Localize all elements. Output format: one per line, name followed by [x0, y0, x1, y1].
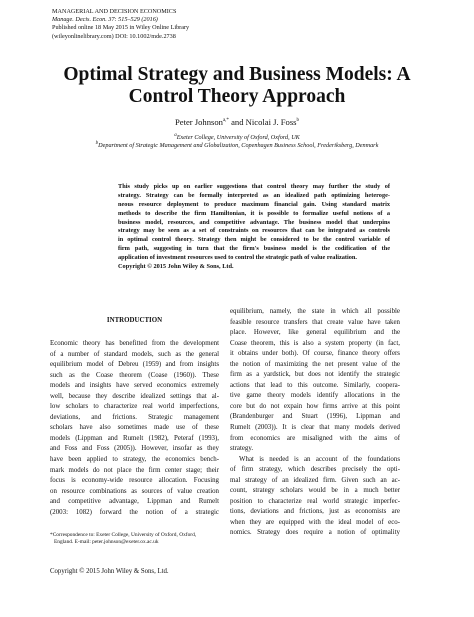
intro-left-line: and Foss and Foss (2005)). However, insofar as they [50, 445, 219, 453]
intro-left-line: such as the Coase theorem (Coase (1960)). These [50, 371, 219, 379]
abstract-line: This study picks up on earlier suggestions that control theory may further the study of [118, 183, 390, 190]
abstract-line: methods to describe the firm Hamiltonian, it is possible to formalize useful notions of a [118, 209, 390, 217]
intro-right-line: strategy. [230, 445, 254, 453]
intro-right-line: Rumelt (2003)). It is clear that many models derived [230, 424, 400, 432]
abstract-line: strategy may be seen as a set of constraints on resources that can be integrated as controls [118, 227, 390, 235]
affiliation-b-marker: b [95, 140, 99, 146]
introduction-heading: INTRODUCTION [106, 317, 163, 324]
title-line-1: Optimal Strategy and Business Models: A [63, 64, 411, 85]
body-column-left [50, 339, 219, 518]
intro-right-line: count, strategy scholars would be in a much better [230, 487, 400, 495]
intro-right-line: tions, deviations and frictions, just as economists are [230, 508, 400, 516]
affiliation-a-text: Exeter College, University of Oxford, Oxford, UK [176, 134, 300, 141]
footnote-line-2: England. E-mail: peter.johnson@exeter.ox.ac.uk [54, 539, 159, 545]
abstract-line: in optimal control theory. Strategy then might be considered to be the control variable of [118, 236, 390, 244]
intro-left-line: deviations, and frictions. Strategic management [50, 413, 219, 421]
intro-left-line: on resource combinations as sources of value creation [50, 487, 219, 495]
intro-right-line: position to characterize real world strategic imperfec- [230, 497, 400, 505]
abstract-line: strategy. Strategy can be formally interpreted as an idealized path optimizing heteroge- [118, 191, 390, 199]
intro-right-line: What is needed is an account of the foundations [239, 455, 400, 463]
intro-left-line: scholars have also sometimes made use of these [50, 424, 219, 432]
journal-header [52, 8, 189, 41]
paper-title [20, 64, 454, 108]
intro-right-line: tive game theory models identify allocations in the [230, 392, 400, 400]
publication-info: Published online 18 May 2015 in Wiley Online Library [52, 24, 190, 32]
intro-left-line: models (Lippman and Rumelt (1982), Peteraf (1993), [50, 434, 219, 442]
intro-right-line: the notion of maximizing the net present value of the [230, 360, 400, 368]
intro-right-line: nomics. Strategy does require a notion of optimality [230, 529, 400, 537]
intro-right-line: (Brandenburger and Stuart (1996), Lippman and [230, 413, 400, 421]
intro-left-line: models and insights have served economics extremely [50, 382, 219, 390]
intro-right-line: when they are equipped with the ideal model of eco- [230, 518, 400, 526]
doi: (wileyonlinelibrary.com) DOI: 10.1002/mde.2738 [52, 32, 176, 40]
author-2-affil-marker: b [296, 118, 300, 124]
abstract [118, 183, 390, 272]
intro-left-line: focus is economy-wide resource allocation. Focusing [50, 477, 219, 485]
intro-left-line: of a number of standard models, such as the general [50, 350, 219, 358]
abstract-line: firm path, suggesting in turn that the firm's business model is the codification of the [118, 245, 390, 253]
intro-left-line: have been applied to strategy, the economics bench- [50, 456, 219, 464]
author-1: Peter Johnson [174, 117, 223, 127]
author-joiner: and [228, 117, 246, 127]
intro-right-line: actions that lead to this outcome. Similarly, coopera- [230, 381, 400, 389]
intro-left-line: well, because they describe idealized settings that al- [50, 392, 219, 400]
intro-left-line: (2003: 1082) forward the notion of a strategic [50, 508, 219, 516]
intro-right-line: firm as a yardstick, but does not identify the strategic [230, 371, 400, 379]
affiliation-b-text: Department of Strategic Management and Globalization, Copenhagen Business School, Frederiksberg, Denmark [98, 142, 379, 149]
intro-right-line: place. However, like general equilibrium and the [230, 329, 400, 337]
intro-right-line: mal strategy of an idealized firm. Given such an ac- [230, 476, 400, 484]
intro-right-line: Coase theorem, this is also a system property (in fact, [230, 339, 400, 347]
intro-right-line: it obtains under both). Of course, finance theory offers [230, 350, 400, 358]
intro-left-line: equilibrium model of Debreu (1959) and from insights [50, 361, 219, 369]
citation: Manage. Decis. Econ. 37: 515–529 (2016) [52, 16, 158, 24]
intro-left-line: Economic theory has benefitted from the development [50, 340, 219, 347]
author-1-affil-marker: a,* [222, 118, 229, 124]
intro-right-line: core but do not expain how firms arrive at this point [230, 402, 400, 410]
affiliation-a-marker: a [174, 132, 177, 138]
title-line-2: Control Theory Approach [128, 86, 346, 107]
correspondence-footnote [50, 532, 230, 546]
copyright-notice: Copyright © 2015 John Wiley & Sons, Ltd. [50, 568, 169, 575]
abstract-line: Copyright © 2015 John Wiley & Sons, Ltd. [118, 263, 234, 271]
journal-name: MANAGERIAL AND DECISION ECONOMICS [52, 8, 177, 15]
intro-left-line: mark models do not place the firm center stage; their [50, 466, 219, 474]
intro-right-line: of firm strategy, which describes precisely the opti- [230, 466, 400, 474]
author-2: Nicolai J. Foss [245, 117, 297, 127]
body-column-right [230, 307, 400, 539]
author-line [0, 117, 474, 127]
affiliation-b [0, 142, 474, 150]
intro-right-line: from economics are misaligned with the aims of [230, 434, 400, 442]
footnote-line-1: *Correspondence to: Exeter College, University of Oxford, Oxford, [50, 532, 197, 538]
abstract-line: application of investment resources used to control the strategic path of value realization. [118, 254, 357, 262]
affiliation-a [0, 134, 474, 142]
intro-left-line: low scholars to characterize real world imperfections, [50, 403, 219, 411]
abstract-line: business model, resources, and competitive advantage. The business model that underpins [118, 218, 390, 226]
abstract-line: neous resource deployment to produce maximum financial gain. Using standard matrix [118, 200, 390, 208]
intro-left-line: and competitive advantage, Lippman and Rumelt [50, 498, 219, 506]
intro-right-line: feasible resource transfers that create value have taken [230, 318, 400, 326]
intro-right-line: equilibrium, namely, the state in which all possible [230, 308, 400, 315]
